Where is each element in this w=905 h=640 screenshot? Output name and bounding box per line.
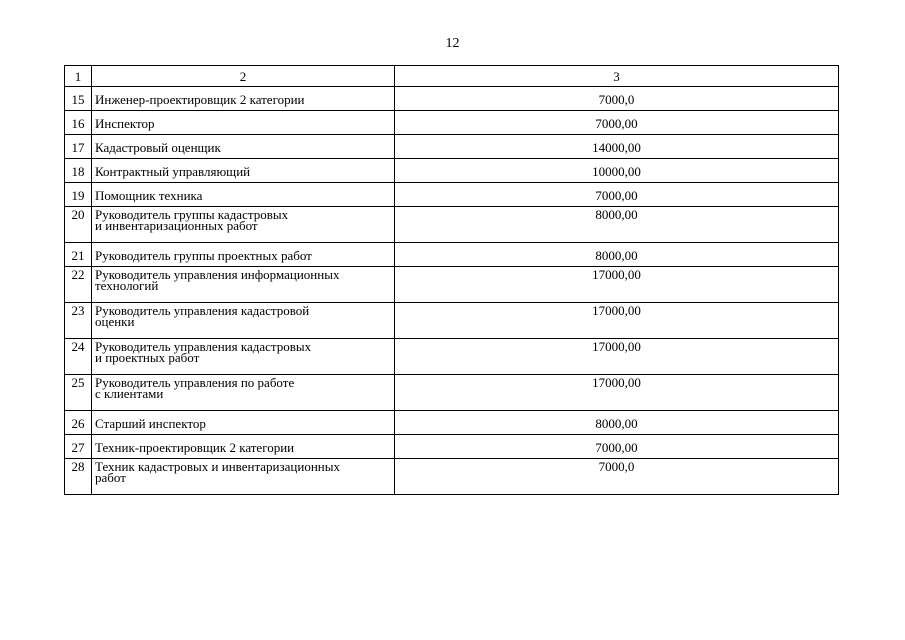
position-name [92, 303, 395, 339]
row-number: 26 [65, 411, 92, 435]
amount-value: 17000,00 [395, 303, 839, 339]
position-name [92, 111, 395, 135]
salary-table [64, 65, 839, 495]
position-name [92, 183, 395, 207]
amount-value: 7000,00 [395, 111, 839, 135]
position-name-line: Руководитель управления информационных [95, 267, 340, 282]
table-row [65, 207, 839, 243]
position-name-line: и инвентаризационных работ [95, 218, 258, 233]
position-name-line: Старший инспектор [95, 415, 206, 431]
position-name-line: оценки [95, 314, 135, 329]
table-row [65, 411, 839, 435]
row-number: 28 [65, 459, 92, 495]
row-number: 16 [65, 111, 92, 135]
position-name-line: Руководитель управления кадастровых [95, 339, 312, 354]
table-row [65, 111, 839, 135]
position-name-line: Руководитель группы кадастровых [95, 207, 289, 222]
amount-value: 17000,00 [395, 267, 839, 303]
row-number: 24 [65, 339, 92, 375]
position-name-line: с клиентами [95, 386, 164, 401]
row-number: 19 [65, 183, 92, 207]
position-name [92, 135, 395, 159]
amount-value: 7000,00 [395, 183, 839, 207]
amount-value: 7000,00 [395, 435, 839, 459]
position-name-line: Контрактный управляющий [95, 163, 251, 179]
header-col-3: 3 [395, 66, 839, 87]
row-number: 21 [65, 243, 92, 267]
position-name-line: работ [95, 470, 126, 485]
header-col-1: 1 [65, 66, 92, 87]
position-name-line: Техник-проектировщик 2 категории [95, 439, 295, 455]
table-header-row [65, 66, 839, 87]
position-name [92, 459, 395, 495]
position-name-line: Помощник техника [95, 187, 203, 203]
amount-value: 8000,00 [395, 411, 839, 435]
table-row [65, 243, 839, 267]
position-name-line: технологий [95, 278, 159, 293]
position-name-line: Инженер-проектировщик 2 категории [95, 91, 305, 107]
header-col-2: 2 [92, 66, 395, 87]
position-name [92, 159, 395, 183]
table-row [65, 183, 839, 207]
table-row [65, 435, 839, 459]
table-row [65, 339, 839, 375]
amount-value: 17000,00 [395, 339, 839, 375]
row-number: 18 [65, 159, 92, 183]
table-row [65, 87, 839, 111]
row-number: 17 [65, 135, 92, 159]
position-name-line: Техник кадастровых и инвентаризационных [95, 459, 340, 474]
amount-value: 10000,00 [395, 159, 839, 183]
table-row [65, 375, 839, 411]
table-row [65, 159, 839, 183]
row-number: 23 [65, 303, 92, 339]
table-row [65, 135, 839, 159]
position-name [92, 411, 395, 435]
position-name [92, 207, 395, 243]
position-name-line: Руководитель управления кадастровой [95, 303, 310, 318]
amount-value: 8000,00 [395, 243, 839, 267]
position-name [92, 87, 395, 111]
row-number: 22 [65, 267, 92, 303]
position-name [92, 267, 395, 303]
amount-value: 14000,00 [395, 135, 839, 159]
position-name [92, 435, 395, 459]
position-name-line: Руководитель управления по работе [95, 375, 295, 390]
position-name-line: Руководитель группы проектных работ [95, 247, 312, 263]
row-number: 25 [65, 375, 92, 411]
page-number: 12 [445, 36, 460, 51]
position-name-line: Инспектор [95, 115, 155, 131]
amount-value: 7000,0 [395, 87, 839, 111]
position-name [92, 243, 395, 267]
amount-value: 17000,00 [395, 375, 839, 411]
table-row [65, 267, 839, 303]
row-number: 27 [65, 435, 92, 459]
table-row [65, 459, 839, 495]
amount-value: 7000,0 [395, 459, 839, 495]
position-name [92, 339, 395, 375]
position-name [92, 375, 395, 411]
table-row [65, 303, 839, 339]
amount-value: 8000,00 [395, 207, 839, 243]
position-name-line: Кадастровый оценщик [95, 139, 221, 155]
position-name-line: и проектных работ [95, 350, 200, 365]
row-number: 20 [65, 207, 92, 243]
row-number: 15 [65, 87, 92, 111]
